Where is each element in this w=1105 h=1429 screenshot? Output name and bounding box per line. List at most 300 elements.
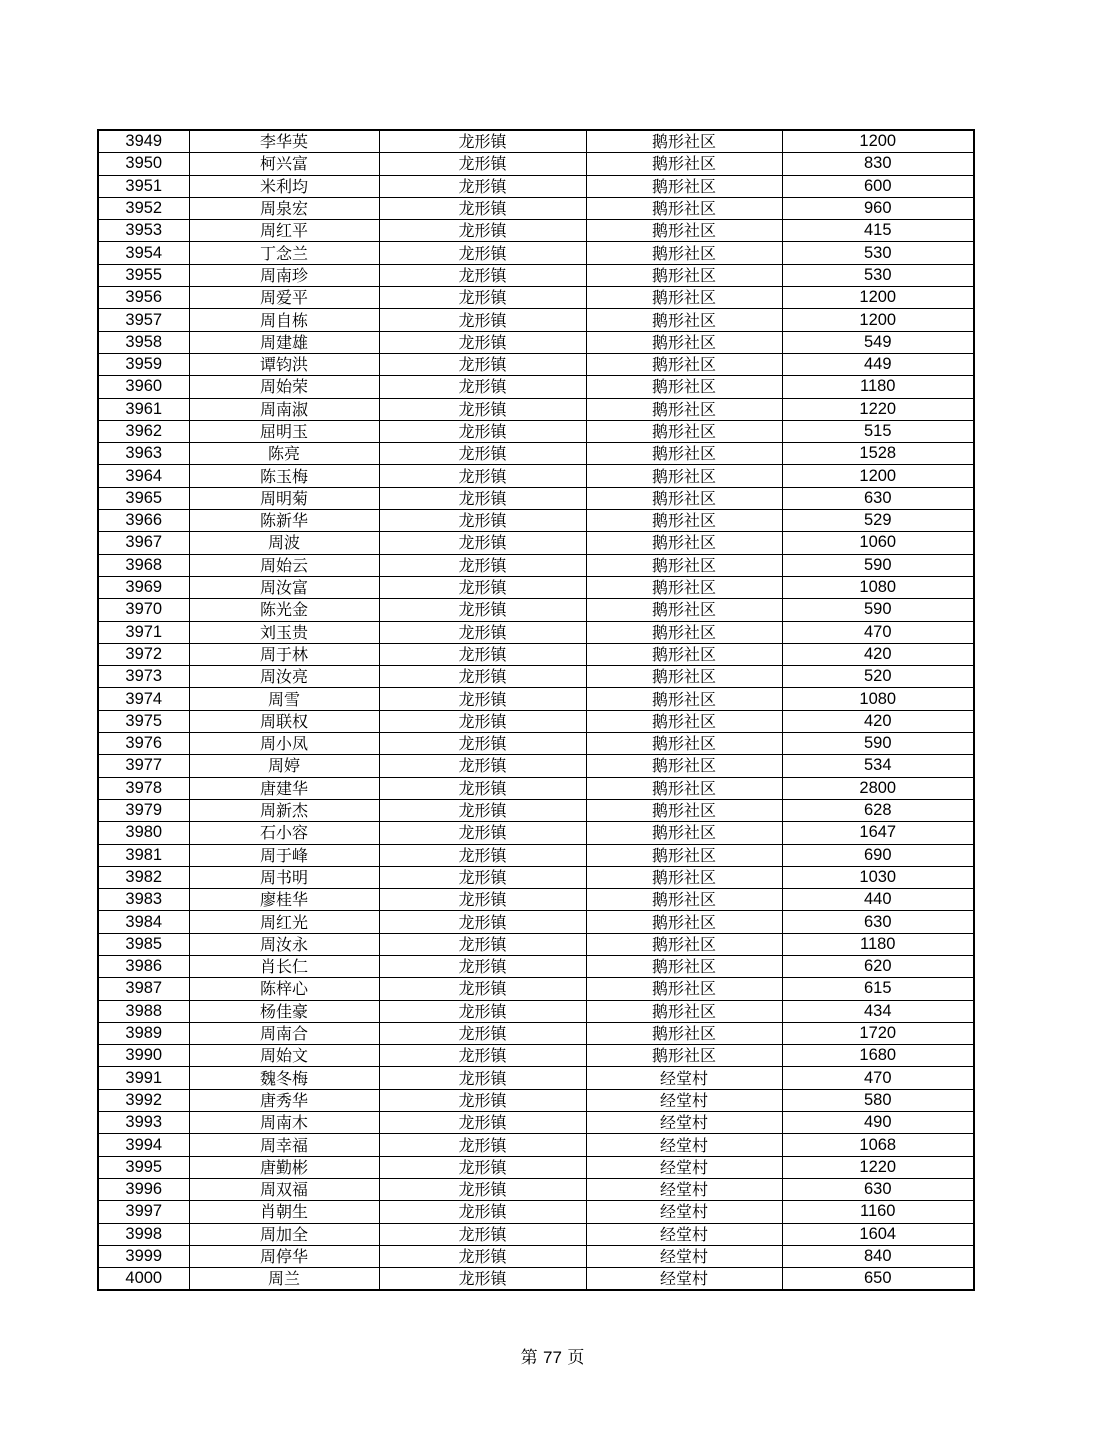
- table-row: [98, 710, 974, 732]
- town-cell: 龙形镇: [379, 153, 586, 175]
- amount-cell: 1060: [782, 532, 974, 554]
- community-cell: 鹅形社区: [586, 822, 782, 844]
- community-cell: 鹅形社区: [586, 376, 782, 398]
- community-cell: 鹅形社区: [586, 978, 782, 1000]
- amount-cell: 1604: [782, 1223, 974, 1245]
- table-row: [98, 643, 974, 665]
- amount-cell: 1720: [782, 1022, 974, 1044]
- table-row: [98, 1223, 974, 1245]
- amount-cell: 960: [782, 197, 974, 219]
- name-cell: 周加全: [189, 1223, 379, 1245]
- amount-cell: 1180: [782, 933, 974, 955]
- town-cell: 龙形镇: [379, 1000, 586, 1022]
- table-row: [98, 1268, 974, 1291]
- name-cell: 周明菊: [189, 487, 379, 509]
- town-cell: 龙形镇: [379, 755, 586, 777]
- community-cell: 鹅形社区: [586, 353, 782, 375]
- amount-cell: 490: [782, 1112, 974, 1134]
- name-cell: 杨佳豪: [189, 1000, 379, 1022]
- community-cell: 经堂村: [586, 1089, 782, 1111]
- amount-cell: 630: [782, 487, 974, 509]
- data-table-container: [97, 129, 973, 1291]
- table-row: [98, 799, 974, 821]
- table-row: [98, 130, 974, 153]
- name-cell: 魏冬梅: [189, 1067, 379, 1089]
- amount-cell: 1200: [782, 309, 974, 331]
- town-cell: 龙形镇: [379, 666, 586, 688]
- amount-cell: 1200: [782, 130, 974, 153]
- community-cell: 鹅形社区: [586, 1045, 782, 1067]
- town-cell: 龙形镇: [379, 130, 586, 153]
- town-cell: 龙形镇: [379, 733, 586, 755]
- town-cell: 龙形镇: [379, 487, 586, 509]
- table-row: [98, 755, 974, 777]
- amount-cell: 1680: [782, 1045, 974, 1067]
- row-number-cell: 4000: [98, 1268, 189, 1291]
- amount-cell: 650: [782, 1268, 974, 1291]
- table-row: [98, 733, 974, 755]
- town-cell: 龙形镇: [379, 1045, 586, 1067]
- name-cell: 周婷: [189, 755, 379, 777]
- name-cell: 周停华: [189, 1245, 379, 1267]
- name-cell: 周南木: [189, 1112, 379, 1134]
- name-cell: 屈明玉: [189, 420, 379, 442]
- amount-cell: 1068: [782, 1134, 974, 1156]
- name-cell: 周始云: [189, 554, 379, 576]
- town-cell: 龙形镇: [379, 331, 586, 353]
- name-cell: 陈梓心: [189, 978, 379, 1000]
- name-cell: 周小凤: [189, 733, 379, 755]
- amount-cell: 1180: [782, 376, 974, 398]
- row-number-cell: 3974: [98, 688, 189, 710]
- row-number-cell: 3963: [98, 443, 189, 465]
- amount-cell: 534: [782, 755, 974, 777]
- data-table: [97, 129, 975, 1291]
- community-cell: 经堂村: [586, 1268, 782, 1291]
- community-cell: 鹅形社区: [586, 287, 782, 309]
- table-row: [98, 1045, 974, 1067]
- table-row: [98, 1112, 974, 1134]
- table-row: [98, 487, 974, 509]
- row-number-cell: 3962: [98, 420, 189, 442]
- amount-cell: 590: [782, 554, 974, 576]
- table-row: [98, 1178, 974, 1200]
- row-number-cell: 3984: [98, 911, 189, 933]
- table-row: [98, 510, 974, 532]
- row-number-cell: 3958: [98, 331, 189, 353]
- row-number-cell: 3957: [98, 309, 189, 331]
- amount-cell: 628: [782, 799, 974, 821]
- table-row: [98, 309, 974, 331]
- community-cell: 鹅形社区: [586, 666, 782, 688]
- community-cell: 经堂村: [586, 1112, 782, 1134]
- amount-cell: 420: [782, 643, 974, 665]
- amount-cell: 580: [782, 1089, 974, 1111]
- row-number-cell: 3994: [98, 1134, 189, 1156]
- table-row: [98, 153, 974, 175]
- town-cell: 龙形镇: [379, 599, 586, 621]
- row-number-cell: 3970: [98, 599, 189, 621]
- table-row: [98, 532, 974, 554]
- table-row: [98, 1156, 974, 1178]
- table-row: [98, 264, 974, 286]
- community-cell: 鹅形社区: [586, 398, 782, 420]
- name-cell: 周红光: [189, 911, 379, 933]
- name-cell: 周南淑: [189, 398, 379, 420]
- row-number-cell: 3997: [98, 1201, 189, 1223]
- row-number-cell: 3960: [98, 376, 189, 398]
- town-cell: 龙形镇: [379, 398, 586, 420]
- table-row: [98, 955, 974, 977]
- amount-cell: 434: [782, 1000, 974, 1022]
- row-number-cell: 3966: [98, 510, 189, 532]
- town-cell: 龙形镇: [379, 443, 586, 465]
- amount-cell: 1030: [782, 866, 974, 888]
- amount-cell: 440: [782, 889, 974, 911]
- community-cell: 鹅形社区: [586, 175, 782, 197]
- town-cell: 龙形镇: [379, 889, 586, 911]
- row-number-cell: 3982: [98, 866, 189, 888]
- amount-cell: 1200: [782, 287, 974, 309]
- community-cell: 鹅形社区: [586, 621, 782, 643]
- amount-cell: 520: [782, 666, 974, 688]
- row-number-cell: 3973: [98, 666, 189, 688]
- community-cell: 鹅形社区: [586, 220, 782, 242]
- town-cell: 龙形镇: [379, 777, 586, 799]
- town-cell: 龙形镇: [379, 1178, 586, 1200]
- name-cell: 周波: [189, 532, 379, 554]
- name-cell: 周幸福: [189, 1134, 379, 1156]
- town-cell: 龙形镇: [379, 175, 586, 197]
- row-number-cell: 3979: [98, 799, 189, 821]
- community-cell: 鹅形社区: [586, 955, 782, 977]
- town-cell: 龙形镇: [379, 576, 586, 598]
- row-number-cell: 3965: [98, 487, 189, 509]
- table-row: [98, 376, 974, 398]
- town-cell: 龙形镇: [379, 197, 586, 219]
- town-cell: 龙形镇: [379, 554, 586, 576]
- town-cell: 龙形镇: [379, 242, 586, 264]
- town-cell: 龙形镇: [379, 1089, 586, 1111]
- name-cell: 唐建华: [189, 777, 379, 799]
- row-number-cell: 3949: [98, 130, 189, 153]
- town-cell: 龙形镇: [379, 1022, 586, 1044]
- town-cell: 龙形镇: [379, 844, 586, 866]
- name-cell: 周联权: [189, 710, 379, 732]
- town-cell: 龙形镇: [379, 978, 586, 1000]
- table-row: [98, 822, 974, 844]
- name-cell: 周南珍: [189, 264, 379, 286]
- footer-prefix: 第: [520, 1348, 538, 1368]
- community-cell: 鹅形社区: [586, 710, 782, 732]
- name-cell: 周双福: [189, 1178, 379, 1200]
- community-cell: 鹅形社区: [586, 197, 782, 219]
- community-cell: 鹅形社区: [586, 130, 782, 153]
- table-row: [98, 688, 974, 710]
- amount-cell: 1200: [782, 465, 974, 487]
- town-cell: 龙形镇: [379, 1245, 586, 1267]
- row-number-cell: 3980: [98, 822, 189, 844]
- town-cell: 龙形镇: [379, 799, 586, 821]
- amount-cell: 1160: [782, 1201, 974, 1223]
- table-row: [98, 576, 974, 598]
- table-row: [98, 443, 974, 465]
- name-cell: 周爱平: [189, 287, 379, 309]
- row-number-cell: 3977: [98, 755, 189, 777]
- name-cell: 肖朝生: [189, 1201, 379, 1223]
- table-body: [98, 130, 974, 1290]
- row-number-cell: 3959: [98, 353, 189, 375]
- community-cell: 鹅形社区: [586, 777, 782, 799]
- town-cell: 龙形镇: [379, 264, 586, 286]
- row-number-cell: 3956: [98, 287, 189, 309]
- amount-cell: 515: [782, 420, 974, 442]
- name-cell: 柯兴富: [189, 153, 379, 175]
- town-cell: 龙形镇: [379, 643, 586, 665]
- community-cell: 鹅形社区: [586, 889, 782, 911]
- row-number-cell: 3954: [98, 242, 189, 264]
- row-number-cell: 3981: [98, 844, 189, 866]
- name-cell: 李华英: [189, 130, 379, 153]
- name-cell: 周新杰: [189, 799, 379, 821]
- amount-cell: 549: [782, 331, 974, 353]
- community-cell: 鹅形社区: [586, 532, 782, 554]
- table-row: [98, 398, 974, 420]
- amount-cell: 1080: [782, 688, 974, 710]
- community-cell: 经堂村: [586, 1201, 782, 1223]
- table-row: [98, 287, 974, 309]
- town-cell: 龙形镇: [379, 1156, 586, 1178]
- name-cell: 周汝富: [189, 576, 379, 598]
- name-cell: 周始荣: [189, 376, 379, 398]
- table-row: [98, 331, 974, 353]
- amount-cell: 415: [782, 220, 974, 242]
- row-number-cell: 3986: [98, 955, 189, 977]
- row-number-cell: 3993: [98, 1112, 189, 1134]
- name-cell: 陈光金: [189, 599, 379, 621]
- name-cell: 唐秀华: [189, 1089, 379, 1111]
- name-cell: 周于林: [189, 643, 379, 665]
- community-cell: 经堂村: [586, 1223, 782, 1245]
- row-number-cell: 3950: [98, 153, 189, 175]
- amount-cell: 630: [782, 1178, 974, 1200]
- amount-cell: 1080: [782, 576, 974, 598]
- amount-cell: 1647: [782, 822, 974, 844]
- community-cell: 鹅形社区: [586, 866, 782, 888]
- row-number-cell: 3961: [98, 398, 189, 420]
- table-row: [98, 1134, 974, 1156]
- row-number-cell: 3995: [98, 1156, 189, 1178]
- community-cell: 鹅形社区: [586, 242, 782, 264]
- row-number-cell: 3976: [98, 733, 189, 755]
- community-cell: 鹅形社区: [586, 264, 782, 286]
- town-cell: 龙形镇: [379, 955, 586, 977]
- table-row: [98, 911, 974, 933]
- town-cell: 龙形镇: [379, 1112, 586, 1134]
- name-cell: 肖长仁: [189, 955, 379, 977]
- name-cell: 周建雄: [189, 331, 379, 353]
- name-cell: 周兰: [189, 1268, 379, 1291]
- name-cell: 周雪: [189, 688, 379, 710]
- community-cell: 经堂村: [586, 1067, 782, 1089]
- table-row: [98, 978, 974, 1000]
- row-number-cell: 3972: [98, 643, 189, 665]
- town-cell: 龙形镇: [379, 710, 586, 732]
- table-row: [98, 353, 974, 375]
- community-cell: 鹅形社区: [586, 844, 782, 866]
- amount-cell: 840: [782, 1245, 974, 1267]
- table-row: [98, 1245, 974, 1267]
- community-cell: 鹅形社区: [586, 153, 782, 175]
- amount-cell: 449: [782, 353, 974, 375]
- footer-suffix: 页: [567, 1348, 585, 1368]
- amount-cell: 630: [782, 911, 974, 933]
- amount-cell: 1528: [782, 443, 974, 465]
- row-number-cell: 3996: [98, 1178, 189, 1200]
- name-cell: 周于峰: [189, 844, 379, 866]
- community-cell: 鹅形社区: [586, 1022, 782, 1044]
- community-cell: 鹅形社区: [586, 420, 782, 442]
- community-cell: 鹅形社区: [586, 911, 782, 933]
- community-cell: 鹅形社区: [586, 599, 782, 621]
- town-cell: 龙形镇: [379, 1067, 586, 1089]
- amount-cell: 600: [782, 175, 974, 197]
- community-cell: 经堂村: [586, 1156, 782, 1178]
- table-row: [98, 175, 974, 197]
- row-number-cell: 3985: [98, 933, 189, 955]
- name-cell: 廖桂华: [189, 889, 379, 911]
- table-row: [98, 1000, 974, 1022]
- town-cell: 龙形镇: [379, 822, 586, 844]
- row-number-cell: 3967: [98, 532, 189, 554]
- row-number-cell: 3952: [98, 197, 189, 219]
- name-cell: 周自栋: [189, 309, 379, 331]
- amount-cell: 470: [782, 1067, 974, 1089]
- community-cell: 鹅形社区: [586, 733, 782, 755]
- town-cell: 龙形镇: [379, 1223, 586, 1245]
- name-cell: 陈亮: [189, 443, 379, 465]
- table-row: [98, 1022, 974, 1044]
- community-cell: 鹅形社区: [586, 331, 782, 353]
- table-row: [98, 889, 974, 911]
- town-cell: 龙形镇: [379, 866, 586, 888]
- table-row: [98, 621, 974, 643]
- row-number-cell: 3990: [98, 1045, 189, 1067]
- row-number-cell: 3987: [98, 978, 189, 1000]
- community-cell: 鹅形社区: [586, 443, 782, 465]
- row-number-cell: 3978: [98, 777, 189, 799]
- table-row: [98, 465, 974, 487]
- table-row: [98, 220, 974, 242]
- town-cell: 龙形镇: [379, 532, 586, 554]
- name-cell: 谭钧洪: [189, 353, 379, 375]
- town-cell: 龙形镇: [379, 621, 586, 643]
- community-cell: 鹅形社区: [586, 799, 782, 821]
- community-cell: 鹅形社区: [586, 933, 782, 955]
- community-cell: 鹅形社区: [586, 688, 782, 710]
- row-number-cell: 3971: [98, 621, 189, 643]
- row-number-cell: 3999: [98, 1245, 189, 1267]
- town-cell: 龙形镇: [379, 420, 586, 442]
- community-cell: 鹅形社区: [586, 465, 782, 487]
- row-number-cell: 3998: [98, 1223, 189, 1245]
- town-cell: 龙形镇: [379, 465, 586, 487]
- community-cell: 经堂村: [586, 1134, 782, 1156]
- name-cell: 丁念兰: [189, 242, 379, 264]
- table-row: [98, 666, 974, 688]
- community-cell: 经堂村: [586, 1245, 782, 1267]
- name-cell: 周汝永: [189, 933, 379, 955]
- name-cell: 唐勤彬: [189, 1156, 379, 1178]
- table-row: [98, 866, 974, 888]
- town-cell: 龙形镇: [379, 911, 586, 933]
- community-cell: 鹅形社区: [586, 554, 782, 576]
- town-cell: 龙形镇: [379, 376, 586, 398]
- town-cell: 龙形镇: [379, 933, 586, 955]
- table-row: [98, 933, 974, 955]
- name-cell: 周始文: [189, 1045, 379, 1067]
- community-cell: 鹅形社区: [586, 510, 782, 532]
- town-cell: 龙形镇: [379, 510, 586, 532]
- name-cell: 周汝亮: [189, 666, 379, 688]
- row-number-cell: 3969: [98, 576, 189, 598]
- table-row: [98, 777, 974, 799]
- row-number-cell: 3991: [98, 1067, 189, 1089]
- amount-cell: 420: [782, 710, 974, 732]
- town-cell: 龙形镇: [379, 287, 586, 309]
- town-cell: 龙形镇: [379, 220, 586, 242]
- row-number-cell: 3955: [98, 264, 189, 286]
- row-number-cell: 3983: [98, 889, 189, 911]
- town-cell: 龙形镇: [379, 353, 586, 375]
- table-row: [98, 599, 974, 621]
- amount-cell: 590: [782, 599, 974, 621]
- row-number-cell: 3989: [98, 1022, 189, 1044]
- community-cell: 鹅形社区: [586, 576, 782, 598]
- row-number-cell: 3975: [98, 710, 189, 732]
- town-cell: 龙形镇: [379, 309, 586, 331]
- amount-cell: 2800: [782, 777, 974, 799]
- community-cell: 鹅形社区: [586, 309, 782, 331]
- amount-cell: 590: [782, 733, 974, 755]
- table-row: [98, 420, 974, 442]
- table-row: [98, 1089, 974, 1111]
- row-number-cell: 3964: [98, 465, 189, 487]
- amount-cell: 620: [782, 955, 974, 977]
- name-cell: 刘玉贵: [189, 621, 379, 643]
- amount-cell: 1220: [782, 398, 974, 420]
- town-cell: 龙形镇: [379, 1268, 586, 1291]
- table-row: [98, 1201, 974, 1223]
- town-cell: 龙形镇: [379, 1201, 586, 1223]
- row-number-cell: 3968: [98, 554, 189, 576]
- table-row: [98, 844, 974, 866]
- name-cell: 周书明: [189, 866, 379, 888]
- table-row: [98, 554, 974, 576]
- name-cell: 周泉宏: [189, 197, 379, 219]
- amount-cell: 1220: [782, 1156, 974, 1178]
- town-cell: 龙形镇: [379, 688, 586, 710]
- amount-cell: 530: [782, 264, 974, 286]
- table-row: [98, 197, 974, 219]
- community-cell: 鹅形社区: [586, 755, 782, 777]
- table-row: [98, 242, 974, 264]
- community-cell: 鹅形社区: [586, 643, 782, 665]
- amount-cell: 530: [782, 242, 974, 264]
- name-cell: 周南合: [189, 1022, 379, 1044]
- row-number-cell: 3951: [98, 175, 189, 197]
- name-cell: 陈新华: [189, 510, 379, 532]
